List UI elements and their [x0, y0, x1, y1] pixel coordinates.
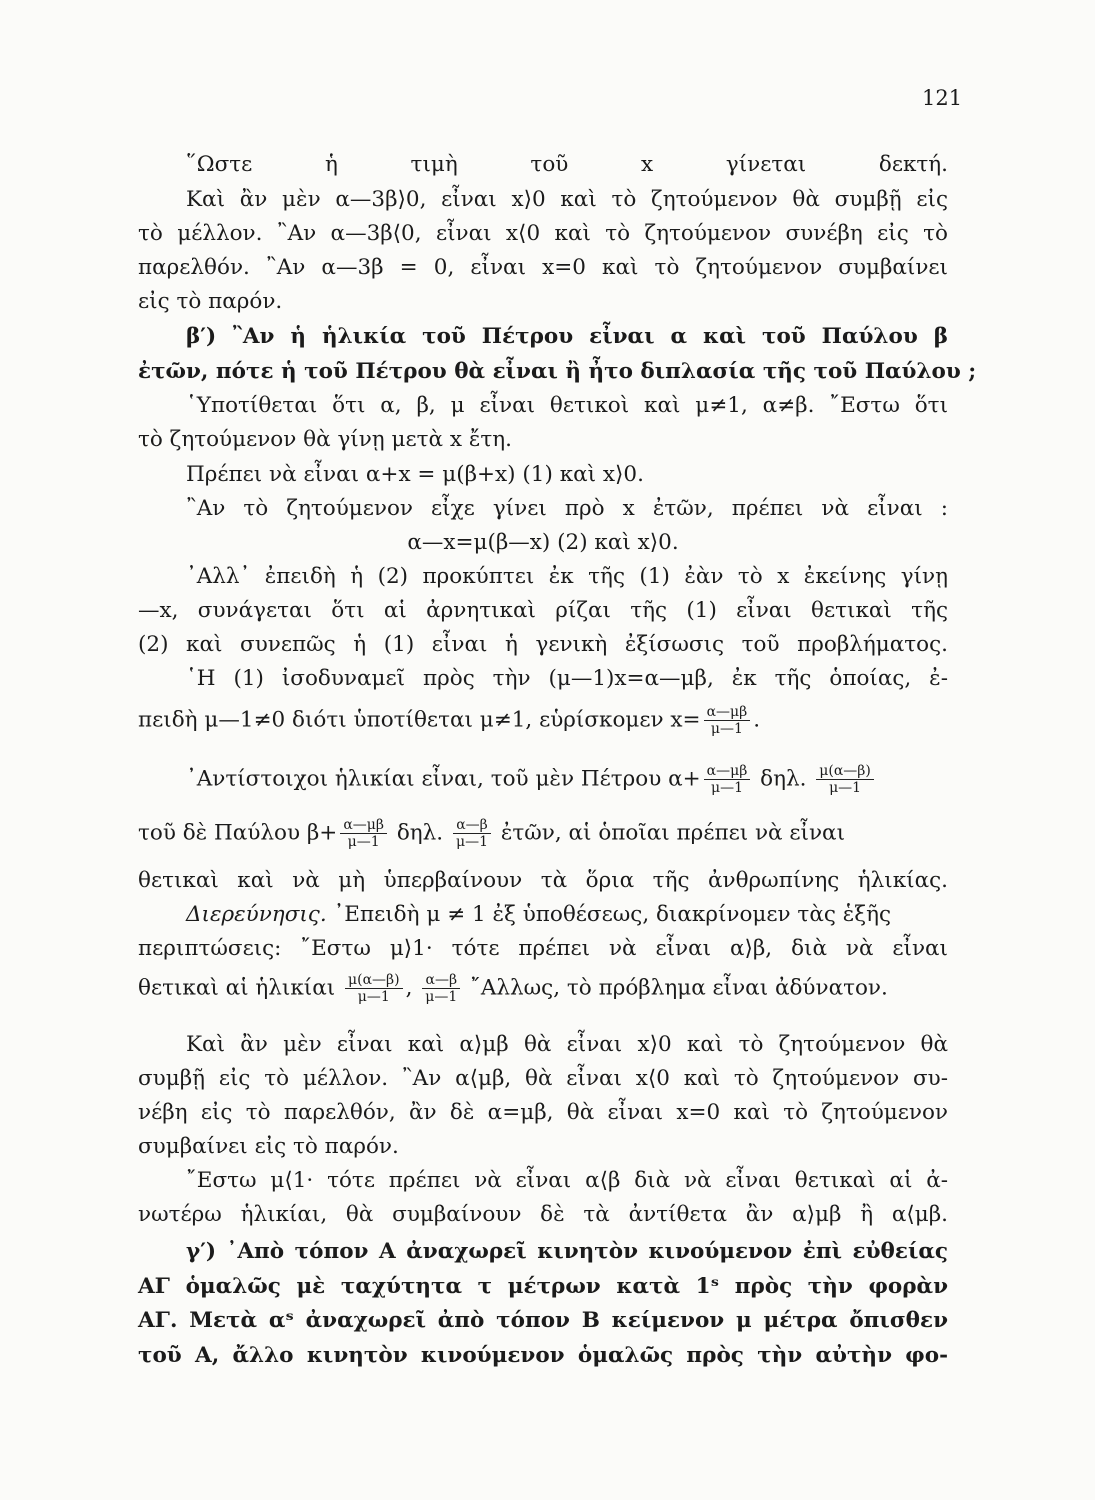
page-number: 121: [922, 86, 963, 110]
denominator: μ—1: [347, 834, 380, 850]
text-span: ᾿Επειδὴ μ ≠ 1 ἐξ ὑποθέσεως, διακρίνομεν τὰς ἑξῆς: [326, 902, 892, 927]
text-span: θετικαὶ αἱ ἡλικίαι: [138, 975, 336, 1001]
text-span: τοῦ δὲ Παύλου β+: [138, 820, 338, 846]
problem-heading-line: ἐτῶν, πότε ἡ τοῦ Πέτρου θὰ εἶναι ἢ ἦτο διπλασία τῆς τοῦ Παύλου ;: [138, 359, 977, 384]
fraction: [816, 763, 874, 796]
italic-term: Διερεύνησις.: [186, 902, 327, 927]
numerator: α—μβ: [704, 763, 751, 780]
text-span: ᾿Αντίστοιχοι ἡλικίαι εἶναι, τοῦ μὲν Πέτρου α+: [186, 766, 701, 792]
text-line: ῾Η (1) ἰσοδυναμεῖ πρὸς τὴν (μ—1)x=α—μβ, ἐκ τῆς ὁποίας, ἐ-: [186, 666, 948, 691]
denominator: μ—1: [425, 989, 458, 1005]
text-line: Καὶ ἂν μὲν α—3β⟩0, εἶναι x⟩0 καὶ τὸ ζητούμενον θὰ συμβῇ εἰς: [186, 187, 948, 212]
text-line-with-fraction: [138, 817, 948, 850]
text-line: Καὶ ἂν μὲν εἶναι καὶ α⟩μβ θὰ εἶναι x⟩0 καὶ τὸ ζητούμενον θὰ: [186, 1032, 948, 1057]
fraction: [704, 763, 751, 796]
problem-heading-line: γ′) ᾿Απὸ τόπον Α ἀναχωρεῖ κινητὸν κινούμενον ἐπὶ εὐθείας: [186, 1239, 948, 1264]
text-line: εἰς τὸ παρόν.: [138, 289, 283, 314]
text-line: νέβη εἰς τὸ παρελθόν, ἂν δὲ α=μβ, θὰ εἶναι x=0 καὶ τὸ ζητούμενον: [138, 1100, 948, 1125]
text-line: ᾿Αλλ᾽ ἐπειδὴ ἡ (2) προκύπτει ἐκ τῆς (1) ἐὰν τὸ x ἐκείνης γίνῃ: [186, 564, 948, 589]
text-span: πειδὴ μ—1≠0 διότι ὑποτίθεται μ≠1, εὑρίσκομεν x=: [138, 707, 701, 733]
equation-line: Πρέπει νὰ εἶναι α+x = μ(β+x) (1) καὶ x⟩0.: [186, 462, 644, 487]
problem-heading-line: ΑΓ ὁμαλῶς μὲ ταχύτητα τ μέτρων κατὰ 1ˢ πρὸς τὴν φορὰν: [138, 1274, 948, 1299]
text-line-with-fraction: πειδὴ μ—1≠0 διότι ὑποτίθεται μ≠1, εὑρίσκομεν x= $\frac{\alpha—\mu\beta}{\mu—1}$ .: [138, 704, 761, 737]
text-line: [186, 900, 948, 930]
fraction: [345, 972, 403, 1005]
denominator: μ—1: [829, 780, 862, 796]
text-line: νωτέρω ἡλικίαι, θὰ συμβαίνουν δὲ τὰ ἀντίθετα ἂν α⟩μβ ἢ α⟨μβ.: [138, 1202, 948, 1227]
numerator: μ(α—β): [345, 972, 403, 989]
text-line: —x, συνάγεται ὅτι αἱ ἀρνητικαὶ ρίζαι τῆς (1) εἶναι θετικαὶ τῆς: [138, 598, 948, 623]
text-span: ἐτῶν, αἱ ὁποῖαι πρέπει νὰ εἶναι: [500, 820, 845, 846]
denominator: μ—1: [710, 780, 743, 796]
numerator: μ(α—β): [816, 763, 874, 780]
denominator: μ—1: [455, 834, 488, 850]
text-line: παρελθόν. ῍Αν α—3β = 0, εἶναι x=0 καὶ τὸ ζητούμενον συμβαίνει: [138, 255, 948, 280]
text-line: ῞Ωστε ἡ τιμὴ τοῦ x γίνεται δεκτή.: [186, 152, 948, 177]
numerator: α—β: [422, 972, 460, 989]
text-line: συμβῇ εἰς τὸ μέλλον. ῍Αν α⟨μβ, θὰ εἶναι x⟨0 καὶ τὸ ζητούμενον συ-: [138, 1066, 948, 1091]
text-line: ῾Υποτίθεται ὅτι α, β, μ εἶναι θετικοὶ καὶ μ≠1, α≠β. ῎Εστω ὅτι: [186, 393, 948, 418]
denominator: μ—1: [710, 721, 743, 737]
text-line: (2) καὶ συνεπῶς ἡ (1) εἶναι ἡ γενικὴ ἐξίσωσις τοῦ προβλήματος.: [138, 632, 948, 657]
text-line: τὸ μέλλον. ῍Αν α—3β⟨0, εἶναι x⟨0 καὶ τὸ ζητούμενον συνέβη εἰς τὸ: [138, 221, 948, 246]
text-span: δηλ.: [760, 766, 807, 792]
fraction: [422, 972, 460, 1005]
fraction: [704, 704, 751, 737]
problem-heading-line: β′) ῍Αν ἡ ἡλικία τοῦ Πέτρου εἶναι α καὶ τοῦ Παύλου β: [186, 324, 948, 349]
numerator: α—μβ: [340, 817, 387, 834]
text-line: ῎Εστω μ⟨1· τότε πρέπει νὰ εἶναι α⟨β διὰ νὰ εἶναι θετικαὶ αἱ ἀ-: [186, 1168, 948, 1193]
text-line: τὸ ζητούμενον θὰ γίνῃ μετὰ x ἔτη.: [138, 427, 512, 452]
problem-heading-line: ΑΓ. Μετὰ αˢ ἀναχωρεῖ ἀπὸ τόπον Β κείμενον μ μέτρα ὄπισθεν: [138, 1308, 948, 1333]
equation-line: α—x=μ(β—x) (2) καὶ x⟩0.: [407, 530, 679, 555]
problem-heading-line: τοῦ Α, ἄλλο κινητὸν κινούμενον ὁμαλῶς πρὸς τὴν αὐτὴν φο-: [138, 1343, 948, 1368]
fraction: [340, 817, 387, 850]
text-line-with-fraction: [186, 763, 948, 796]
text-line: θετικαὶ καὶ νὰ μὴ ὑπερβαίνουν τὰ ὅρια τῆς ἀνθρωπίνης ἡλικίας.: [138, 868, 948, 893]
numerator: α—μβ: [704, 704, 751, 721]
text-line: συμβαίνει εἰς τὸ παρόν.: [138, 1134, 399, 1159]
fraction: [453, 817, 491, 850]
text-line: ῍Αν τὸ ζητούμενον εἶχε γίνει πρὸ x ἐτῶν, πρέπει νὰ εἶναι :: [186, 496, 948, 521]
text-span: δηλ.: [396, 820, 444, 846]
text-span: ῎Αλλως, τὸ πρόβλημα εἶναι ἀδύνατον.: [470, 975, 888, 1001]
denominator: μ—1: [357, 989, 390, 1005]
text-line: περιπτώσεις: ῎Εστω μ⟩1· τότε πρέπει νὰ εἶναι α⟩β, διὰ νὰ εἶναι: [138, 936, 948, 961]
numerator: α—β: [453, 817, 491, 834]
text-line-with-fraction: θετικαὶ αἱ ἡλικίαι $\frac{\mu(\alpha—\beta)}{\mu—1}$ , $\frac{\alpha—\beta}{\mu—1}$ ῎Αλλως, τὸ πρόβλημα εἶναι ἀδύνατον.: [138, 972, 888, 1005]
